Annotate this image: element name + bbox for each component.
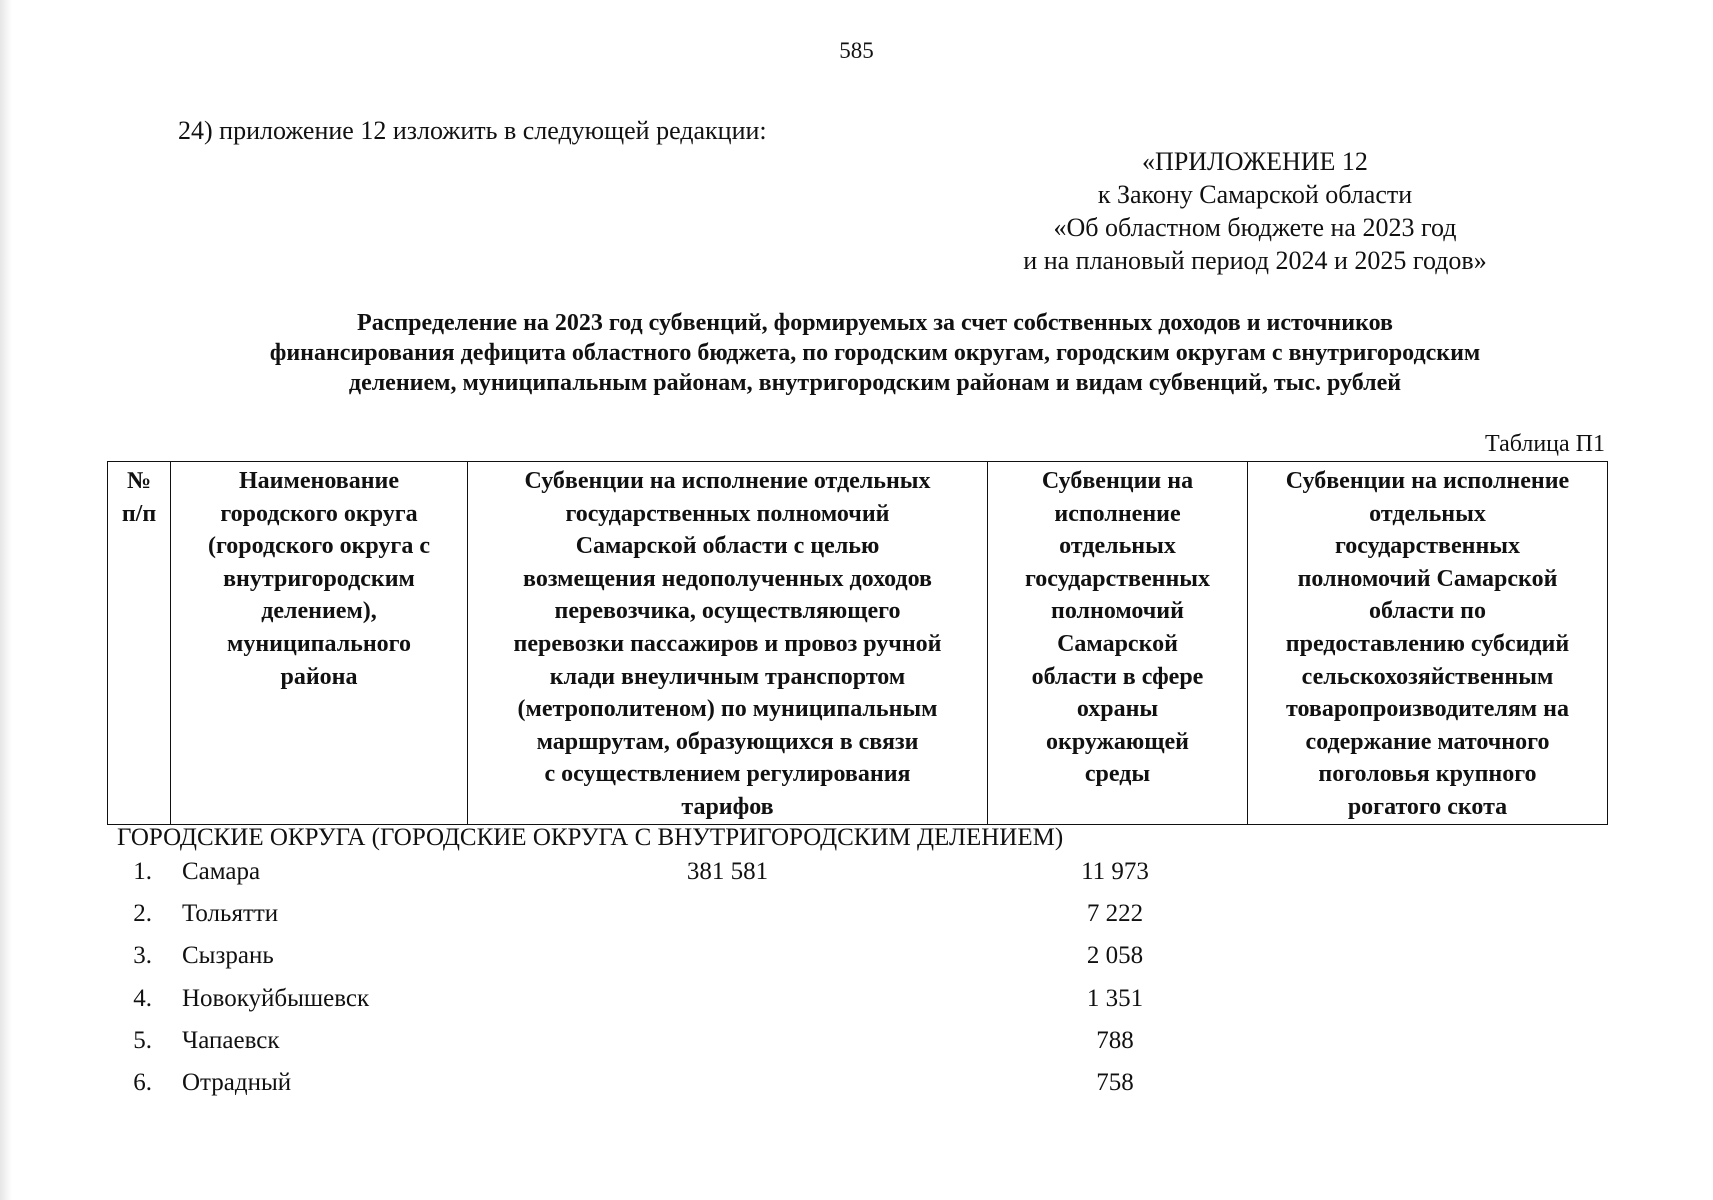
section-heading: ГОРОДСКИЕ ОКРУГА (ГОРОДСКИЕ ОКРУГА С ВНУТРИГОРОДСКИМ ДЕЛЕНИЕМ) [117,824,1064,851]
header-line: внутригородским [223,565,415,592]
row-number: 2. [133,900,152,928]
appendix-line: «Об областном бюджете на 2023 год [1053,213,1457,242]
appendix-line: «ПРИЛОЖЕНИЕ 12 [1142,147,1368,176]
header-line: перевозки пассажиров и провоз ручной [513,630,942,657]
header-line: области по [1369,598,1486,625]
header-line: п/п [121,500,157,527]
header-line: отдельных [1059,533,1176,560]
table-row [0,1027,1713,1067]
appendix-line: к Закону Самарской области [1097,180,1413,209]
header-line: среды [1084,761,1151,788]
header-line: № [126,468,152,494]
page-number: 585 [839,38,874,63]
table-row [0,985,1713,1025]
table-row [0,1069,1713,1109]
header-cell-agriculture [1248,462,1608,825]
header-line: Самарской области с целью [575,533,880,560]
row-number: 4. [133,984,152,1012]
header-cell-name [171,462,468,825]
row-district-name: Сызрань [182,942,274,970]
row-environment-value: 2 058 [1086,942,1144,970]
header-line: Субвенции на [1041,468,1194,494]
row-number: 5. [133,1026,152,1054]
header-line: отдельных [1369,500,1486,527]
row-district-name: Самара [182,858,261,885]
header-line: охраны [1076,696,1159,723]
header-line: городского округа [220,500,418,527]
header-line: тарифов [681,793,774,820]
header-line: окружающей [1045,728,1190,755]
title-line: делением, муниципальным районам, внутригородским районам и видам субвенций, тыс. рублей [348,370,1402,396]
table-row [0,942,1713,982]
header-line: исполнение [1054,500,1181,527]
header-line: Субвенции на исполнение отдельных [524,468,931,494]
header-line: клади внеуличным транспортом [549,663,906,690]
header-line: рогатого скота [1347,793,1508,820]
row-district-name: Отрадный [182,1069,292,1096]
table-row [0,858,1713,898]
header-line: области в сфере [1031,663,1204,690]
header-line: государственных [1334,533,1521,560]
header-line: муниципального [227,630,411,657]
title-line: финансирования дефицита областного бюджета, по городским округам, городским округам с внутригородским [269,340,1481,366]
row-number: 6. [133,1069,152,1096]
header-cell-transport [468,462,988,825]
row-district-name: Тольятти [182,900,279,928]
row-environment-value: 7 222 [1086,900,1144,928]
header-line: Субвенции на исполнение [1285,468,1570,494]
row-number: 1. [133,858,152,885]
header-line: возмещения недополученных доходов [523,565,932,592]
header-line: делением), [261,598,377,625]
header-cell-number [108,462,171,825]
header-line: поголовья крупного [1318,761,1537,788]
title-line: Распределение на 2023 год субвенций, формируемых за счет собственных доходов и источников [357,310,1393,336]
document-title [110,308,1640,398]
table-row [0,900,1713,940]
row-environment-value: 1 351 [1086,984,1144,1012]
header-line: государственных [1024,565,1211,592]
subvention-table-header [107,461,1608,825]
header-line: Наименование [239,468,399,494]
row-number: 3. [133,942,152,970]
appendix-block [905,145,1605,277]
header-line: Самарской [1057,630,1178,657]
row-district-name: Новокуйбышевск [182,984,370,1012]
header-line: (метрополитеном) по муниципальным [517,696,938,723]
header-line: (городского округа с [208,533,430,560]
header-line: маршрутам, образующихся в связи [536,728,919,755]
table-label: Таблица П1 [1485,431,1605,457]
header-line: государственных полномочий [565,500,890,527]
row-environment-value: 758 [1096,1069,1134,1096]
header-line: района [280,663,358,690]
header-line: с осуществлением регулирования [544,761,911,788]
row-transport-value: 381 581 [686,858,769,885]
row-district-name: Чапаевск [182,1026,280,1054]
intro-text: 24) приложение 12 изложить в следующей редакции: [178,116,767,145]
row-environment-value: 11 973 [1081,858,1149,885]
header-line: полномочий Самарской [1297,565,1558,592]
header-line: сельскохозяйственным [1301,663,1554,690]
row-environment-value: 788 [1096,1026,1134,1054]
header-line: полномочий [1051,598,1184,625]
header-cell-environment [988,462,1248,825]
header-line: содержание маточного [1305,728,1550,755]
header-line: перевозчика, осуществляющего [554,598,901,625]
header-line: предоставлению субсидий [1285,630,1570,657]
header-line: товаропроизводителям на [1286,696,1569,723]
appendix-line: и на плановый период 2024 и 2025 годов» [1023,246,1487,275]
